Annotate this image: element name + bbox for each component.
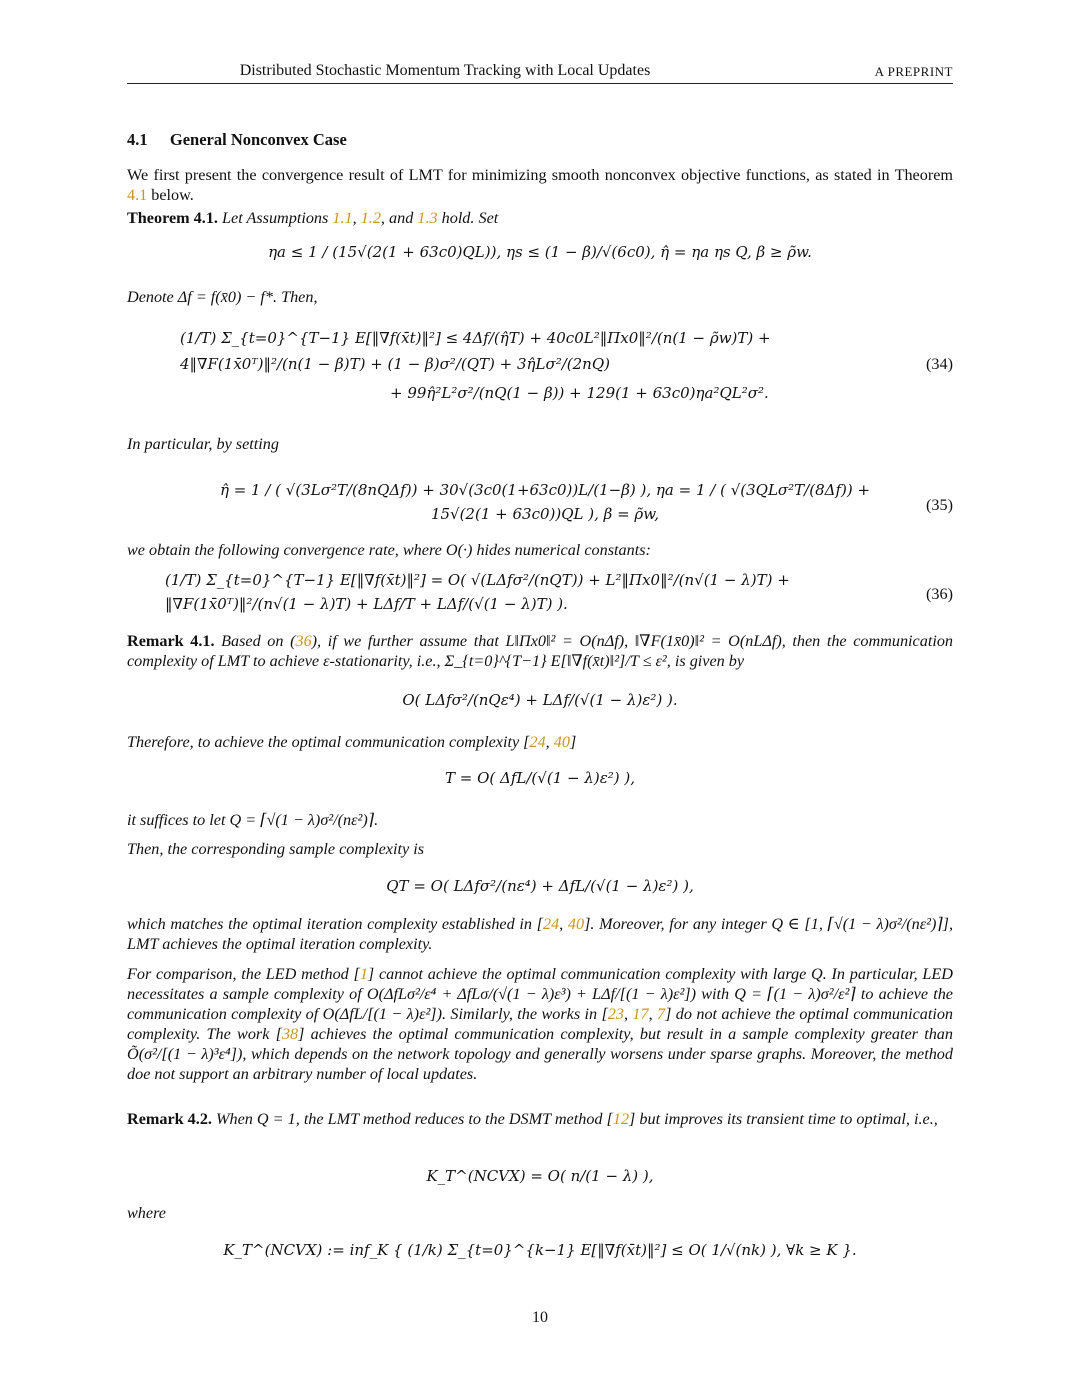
equation-number-35: (35) [926,496,953,514]
ref-12[interactable]: 12 [612,1110,630,1128]
equation-stepsize: ηa ≤ 1 / (15√(2(1 + 63c0)QL)), ηs ≤ (1 − β)/√(6c0), η̂ = ηa ηs Q, β ≥ ρ̃w. [268,243,812,261]
ref-23[interactable]: 23 [607,1005,624,1023]
theorem-text: Let Assumptions [222,209,333,227]
comparison-text-a: For comparison, the LED method [ [127,965,360,983]
ref-theorem[interactable]: 4.1 [127,186,148,204]
equation-34-line2: + 99η̂²L²σ²/(nQ(1 − β)) + 129(1 + 63c0)ηa²QL²σ². [390,384,769,402]
denote-line: Denote Δf = f(x̄0) − f*. Then, [127,288,318,306]
therefore-close: ] [569,733,577,751]
section-number: 4.1 [127,130,148,149]
comparison-paragraph: For comparison, the LED method [1] cannot achieve the optimal communication complexity with large Q. In particular, LED necessitates a sample complexity of O(ΔfLσ²/ε⁴ + ΔfLσ/(√(1 − λ)ε³) + LΔf/[(1 − λ)ε²]) with Q = ⌈(1 − λ)σ²/ε²⌉ to achieve the communication complexity of O(ΔfL/[(1 − λ)ε²]). Similarly, the works in [23, 17, 7] do not achieve the optimal communication complexity. The work [38] achieves the optimal communication complexity, but result in a sample complexity greater than Õ(σ²/[(1 − λ)³ε⁴]), which depends on the network topology and generally worsens under sparse graphs. Moreover, the method doe not support an arbitrary number of local updates. [127,965,954,1083]
ref-assumption-2[interactable]: 1.2 [360,209,381,227]
therefore-text: Therefore, to achieve the optimal communication complexity [ [127,733,530,751]
section-title: General Nonconvex Case [169,130,347,149]
ref-24[interactable]: 24 [529,733,546,751]
remark-2-text-b: ] but improves its transient time to optimal, i.e., [629,1110,938,1128]
equation-comm-complexity: O( LΔfσ²/(nQε⁴) + LΔf/(√(1 − λ)ε²) ). [402,691,678,709]
page-number: 10 [532,1309,548,1326]
where-line: where [127,1204,166,1222]
ref-assumption-3[interactable]: 1.3 [417,209,438,227]
equation-number-36: (36) [926,585,953,603]
ref-1[interactable]: 1 [359,965,368,983]
equation-number-34: (34) [926,355,953,373]
equation-35: η̂ = 1 / ( √(3Lσ²T/(8nQΔf)) + 30√(3c0(1+63c0))L/(1−β) ), ηa = 1 / ( √(3QLσ²T/(8Δf)) + 15√(2(1 + 63c0))QL ), β = ρ̃w, [219,481,871,523]
equation-34-line1: (1/T) Σ_{t=0}^{T−1} E[‖∇f(x̄t)‖²] ≤ 4Δf/(η̂T) + 40c0L²‖Πx0‖²/(n(1 − ρ̃w)T) + 4‖∇F(1x̄0ᵀ)‖²/(n(1 − β)T) + (1 − β)σ²/(QT) + 3η̂Lσ²/(2nQ) [180,329,771,373]
equation-QT: QT = O( LΔfσ²/(nε⁴) + ΔfL/(√(1 − λ)ε²) ), [386,877,694,895]
remark-1-text-b: ), if we further assume that L‖Πx0‖² = O(nΔf), ‖∇F(1x̄0)‖² = O(nLΔf), then the communication complexity of LMT to achieve ε-stationarity, i.e., Σ_{t=0}^{T−1} E[‖∇f(x̄t)‖²]/T ≤ ε², is given by [127,632,954,670]
ref-38[interactable]: 38 [281,1025,299,1043]
header-tag: A PREPRINT [874,64,953,79]
intro-text: We first present the convergence result of LMT for minimizing smooth nonconvex objective functions, as stated in Theorem [127,166,953,184]
ref-eq-36[interactable]: 36 [295,632,312,650]
remark-1-label: Remark 4.1. [127,632,215,650]
ref-24-b[interactable]: 24 [542,915,560,933]
header-rule [127,83,953,84]
ref-40-b[interactable]: 40 [567,915,585,933]
comparison-text-c: ] do not achieve the optimal communication complexity. The work [ [127,1005,954,1043]
theorem-text-end: hold. Set [437,209,499,227]
ref-17[interactable]: 17 [632,1005,649,1023]
particular-line: In particular, by setting [127,435,279,453]
ref-7[interactable]: 7 [657,1005,666,1023]
equation-K-definition: K_T^(NCVX) := inf_K { (1/k) Σ_{t=0}^{k−1} E[‖∇f(x̄t)‖²] ≤ O( 1/√(nk) ), ∀k ≥ K }. [223,1241,857,1259]
matches-paragraph: which matches the optimal iteration complexity established in [24, 40]. Moreover, for any integer Q ∈ [1, ⌈√(1 − λ)σ²/(nε²)⌉], LMT achieves the optimal iteration complexity. [127,915,954,953]
section-heading [127,130,953,150]
running-header [127,60,953,84]
matches-text-b: ]. Moreover, for any integer Q ∈ [1, ⌈√(1 − λ)σ²/(nε²)⌉], LMT achieves the optimal iteration complexity. [127,915,954,953]
header-title: Distributed Stochastic Momentum Tracking with Local Updates [239,62,651,79]
remark-4-1 [127,631,953,671]
remark-1-therefore: Therefore, to achieve the optimal communication complexity [24, 40] [127,733,577,751]
obtain-line: we obtain the following convergence rate, where O(·) hides numerical constants: [127,541,651,559]
matches-text: which matches the optimal iteration complexity established in [ [127,915,543,933]
intro-text-end: below. [147,186,194,204]
comparison-text-d: ] achieves the optimal communication complexity, but result in a sample complexity greater than Õ(σ²/[(1 − λ)³ε⁴]), which depends on the network topology and generally worsens under sparse graphs. Moreover, the method doe not support an arbitrary number of local updates. [127,1025,953,1083]
theorem-statement: Theorem 4.1. Let Assumptions 1.1, 1.2, and 1.3 hold. Set [127,209,499,227]
equation-transient-time: K_T^(NCVX) = O( n/(1 − λ) ), [426,1167,654,1185]
remark-1-text: Based on ( [221,632,296,650]
ref-40[interactable]: 40 [553,733,570,751]
comparison-text-b: ] cannot achieve the optimal communication complexity with large Q. In particular, LED necessitates a sample complexity of O(ΔfLσ²/ε⁴ + ΔfLσ/(√(1 − λ)ε³) + LΔf/[(1 − λ)ε²]) with Q = ⌈(1 − λ)σ²/ε²⌉ to achieve the communication complexity of O(ΔfL/[(1 − λ)ε²]). Similarly, the works in [ [127,965,954,1023]
theorem-label: Theorem 4.1. [127,209,218,227]
remark-2-label: Remark 4.2. [127,1110,212,1128]
equation-36: (1/T) Σ_{t=0}^{T−1} E[‖∇f(x̄t)‖²] = O( √(LΔfσ²/(nQT)) + L²‖Πx0‖²/(n√(1 − λ)T) + ‖∇F(1x̄0ᵀ)‖²/(n√(1 − λ)T) + LΔf/T + LΔf/(√(1 − λ)T) ). [165,571,790,613]
intro-paragraph [127,165,953,205]
remark-4-2 [127,1109,953,1129]
ref-assumption-1[interactable]: 1.1 [332,209,353,227]
equation-T: T = O( ΔfL/(√(1 − λ)ε²) ), [445,769,635,787]
suffices-line: it suffices to let Q = ⌈√(1 − λ)σ²/(nε²)⌉. [127,811,379,829]
remark-2-text: When Q = 1, the LMT method reduces to the DSMT method [ [216,1110,613,1128]
sample-complexity-line: Then, the corresponding sample complexity is [127,840,425,858]
